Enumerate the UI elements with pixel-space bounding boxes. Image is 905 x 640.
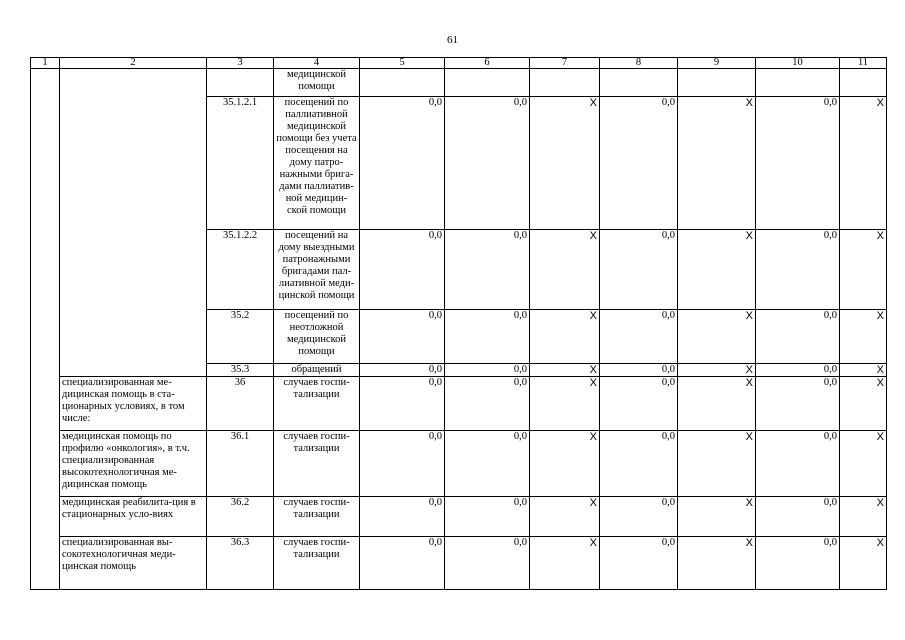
cell-col5: 0,0 bbox=[360, 230, 445, 310]
cell-col9: X bbox=[678, 497, 756, 537]
cell-col10: 0,0 bbox=[756, 97, 840, 230]
cell-col11: X bbox=[840, 537, 887, 590]
cell-col2: специализированная ме-дицинская помощь в ста-ционарных условиях, в том числе: bbox=[60, 377, 207, 431]
cell-col4: случаев госпи-тализации bbox=[274, 537, 360, 590]
column-header: 7 bbox=[530, 58, 600, 69]
cell-col9: X bbox=[678, 537, 756, 590]
cell-col7: X bbox=[530, 377, 600, 431]
cell-col3 bbox=[207, 69, 274, 97]
cell-col8: 0,0 bbox=[600, 97, 678, 230]
cell-col7: X bbox=[530, 364, 600, 377]
column-header: 2 bbox=[60, 58, 207, 69]
cell-col5: 0,0 bbox=[360, 97, 445, 230]
cell-col10: 0,0 bbox=[756, 377, 840, 431]
cell-col10 bbox=[756, 69, 840, 97]
cell-col7: X bbox=[530, 310, 600, 364]
cell-col5 bbox=[360, 69, 445, 97]
cell-col8: 0,0 bbox=[600, 377, 678, 431]
cell-col3: 36 bbox=[207, 377, 274, 431]
cell-col9: X bbox=[678, 377, 756, 431]
cell-col10: 0,0 bbox=[756, 431, 840, 497]
cell-col10: 0,0 bbox=[756, 230, 840, 310]
cell-col1 bbox=[31, 69, 60, 590]
cell-col9: X bbox=[678, 431, 756, 497]
cell-col6: 0,0 bbox=[445, 364, 530, 377]
cell-col5: 0,0 bbox=[360, 431, 445, 497]
cell-col4: медицинской помощи bbox=[274, 69, 360, 97]
cell-col5: 0,0 bbox=[360, 377, 445, 431]
cell-col10: 0,0 bbox=[756, 537, 840, 590]
cell-col9: X bbox=[678, 364, 756, 377]
cell-col6: 0,0 bbox=[445, 310, 530, 364]
cell-col4: случаев госпи-тализации bbox=[274, 431, 360, 497]
cell-col9 bbox=[678, 69, 756, 97]
cell-col6: 0,0 bbox=[445, 97, 530, 230]
cell-col10: 0,0 bbox=[756, 310, 840, 364]
cell-col7: X bbox=[530, 497, 600, 537]
column-header: 8 bbox=[600, 58, 678, 69]
cell-col3: 35.2 bbox=[207, 310, 274, 364]
cell-col8: 0,0 bbox=[600, 431, 678, 497]
cell-col3: 35.1.2.1 bbox=[207, 97, 274, 230]
cell-col8: 0,0 bbox=[600, 537, 678, 590]
cell-col6: 0,0 bbox=[445, 537, 530, 590]
cell-col8 bbox=[600, 69, 678, 97]
data-table bbox=[30, 57, 887, 590]
cell-col3: 36.1 bbox=[207, 431, 274, 497]
column-header: 5 bbox=[360, 58, 445, 69]
table-row bbox=[31, 431, 887, 497]
cell-col11: X bbox=[840, 364, 887, 377]
cell-col7: X bbox=[530, 431, 600, 497]
cell-col10: 0,0 bbox=[756, 497, 840, 537]
cell-col9: X bbox=[678, 230, 756, 310]
cell-col11: X bbox=[840, 377, 887, 431]
table-row bbox=[31, 377, 887, 431]
column-header: 9 bbox=[678, 58, 756, 69]
cell-col4: случаев госпи-тализации bbox=[274, 377, 360, 431]
cell-col6: 0,0 bbox=[445, 497, 530, 537]
cell-col8: 0,0 bbox=[600, 230, 678, 310]
table-row bbox=[31, 69, 887, 97]
cell-col2: медицинская помощь по профилю «онкология», в т.ч. специализированная высокотехнологичная ме-дицинская помощь bbox=[60, 431, 207, 497]
cell-col4: случаев госпи-тализации bbox=[274, 497, 360, 537]
column-header: 1 bbox=[31, 58, 60, 69]
cell-col2 bbox=[60, 69, 207, 377]
cell-col5: 0,0 bbox=[360, 310, 445, 364]
column-header: 6 bbox=[445, 58, 530, 69]
column-header: 3 bbox=[207, 58, 274, 69]
cell-col4: посещений на дому выездными патронажными бригадами пал-лиативной меди-цинской помощи bbox=[274, 230, 360, 310]
column-header: 11 bbox=[840, 58, 887, 69]
cell-col11: X bbox=[840, 230, 887, 310]
cell-col7: X bbox=[530, 97, 600, 230]
column-header: 4 bbox=[274, 58, 360, 69]
table-row bbox=[31, 537, 887, 590]
cell-col7: X bbox=[530, 537, 600, 590]
cell-col3: 35.3 bbox=[207, 364, 274, 377]
cell-col6: 0,0 bbox=[445, 431, 530, 497]
cell-col5: 0,0 bbox=[360, 497, 445, 537]
page-number: 61 bbox=[447, 34, 458, 46]
cell-col6 bbox=[445, 69, 530, 97]
cell-col11: X bbox=[840, 431, 887, 497]
table-row bbox=[31, 497, 887, 537]
cell-col2: медицинская реабилита-ция в стационарных усло-виях bbox=[60, 497, 207, 537]
cell-col8: 0,0 bbox=[600, 497, 678, 537]
header-row bbox=[31, 58, 887, 69]
cell-col3: 35.1.2.2 bbox=[207, 230, 274, 310]
cell-col6: 0,0 bbox=[445, 377, 530, 431]
column-header: 10 bbox=[756, 58, 840, 69]
cell-col11 bbox=[840, 69, 887, 97]
cell-col7: X bbox=[530, 230, 600, 310]
cell-col5: 0,0 bbox=[360, 364, 445, 377]
cell-col8: 0,0 bbox=[600, 364, 678, 377]
cell-col8: 0,0 bbox=[600, 310, 678, 364]
cell-col2: специализированная вы-сокотехнологичная меди-цинская помощь bbox=[60, 537, 207, 590]
cell-col4: посещений по неотложной медицинской помощи bbox=[274, 310, 360, 364]
cell-col11: X bbox=[840, 497, 887, 537]
cell-col4: обращений bbox=[274, 364, 360, 377]
cell-col6: 0,0 bbox=[445, 230, 530, 310]
cell-col9: X bbox=[678, 310, 756, 364]
cell-col11: X bbox=[840, 310, 887, 364]
cell-col10: 0,0 bbox=[756, 364, 840, 377]
cell-col5: 0,0 bbox=[360, 537, 445, 590]
cell-col7 bbox=[530, 69, 600, 97]
cell-col3: 36.3 bbox=[207, 537, 274, 590]
cell-col4: посещений по паллиативной медицинской помощи без учета посещения на дому патро-нажными брига-дами паллиатив-ной медицин-ской помощи bbox=[274, 97, 360, 230]
cell-col9: X bbox=[678, 97, 756, 230]
cell-col3: 36.2 bbox=[207, 497, 274, 537]
cell-col11: X bbox=[840, 97, 887, 230]
